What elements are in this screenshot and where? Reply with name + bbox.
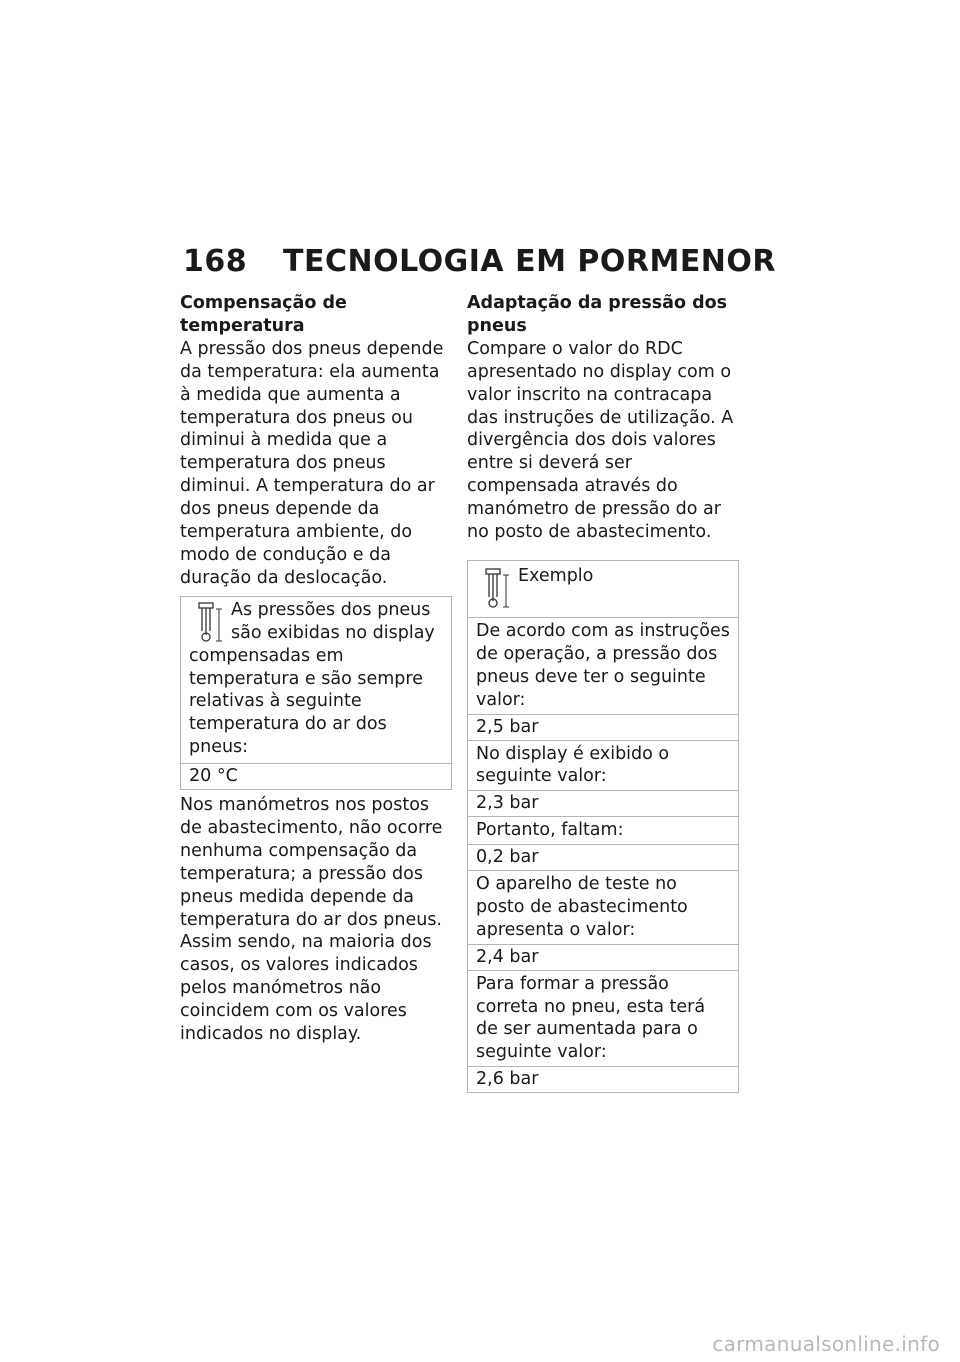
info-box-text: As pressões dos pneus são exibidas no display compensadas em temperatura e são sempre relativas à seguinte temperatura do ar dos pneus: [189,599,435,758]
chapter-title: TECNOLOGIA EM PORMENOR [283,244,777,279]
right-column [467,292,739,1093]
pressure-gauge-icon [195,601,223,643]
watermark: carmanualsonline.info [712,1332,940,1356]
intro-paragraph-right: Compare o valor do RDC apresentado no display com o valor inscrito na contracapa das instruções de utilização. A divergência dos dois valores entre si deverá ser compensada através do manómetro de pressão do ar no posto de abastecimento. [467,338,734,543]
example-row-text: O aparelho de teste no posto de abastecimento apresenta o valor: [468,870,738,944]
example-header [468,561,738,617]
example-row-text: Para formar a pressão correta no pneu, esta terá de ser aumentada para o seguinte valor: [468,970,738,1067]
example-row-text: De acordo com as instruções de operação, a pressão dos pneus deve ter o seguinte valor: [468,617,738,714]
pressure-gauge-icon [482,567,510,609]
intro-paragraph: A pressão dos pneus depende da temperatura: ela aumenta à medida que aumenta a temperatura dos pneus ou diminui à medida que a temperatura dos pneus diminui. A temperatura do ar dos pneus depende da temperatura ambiente, do modo de condução e da duração da deslocação. [180,338,444,588]
info-box-text-cell [181,597,451,763]
page-header [183,244,776,279]
example-row-text: Portanto, faltam: [468,816,738,844]
info-box-value: 20 °C [181,763,451,789]
left-column [180,292,452,1046]
example-row-value: 2,4 bar [468,944,738,970]
example-row-value: 2,5 bar [468,714,738,740]
example-row-text: No display é exibido o seguinte valor: [468,740,738,791]
example-row-value: 0,2 bar [468,844,738,870]
example-row-value: 2,3 bar [468,790,738,816]
section-heading-pressure-adaptation: Adaptação da pressão dos pneus [467,293,728,336]
page-number: 168 [183,244,248,279]
section-heading-temperature-compensation: Compensação de temperatura [180,293,347,336]
body-paragraph: Nos manómetros nos postos de abastecimento, não ocorre nenhuma compensação da temperatura; a pressão dos pneus medida depende da temperatura do ar dos pneus. Assim sendo, na maioria dos casos, os valores indicados pelos manómetros não coincidem com os valores indicados no display. [180,795,443,1045]
example-title: Exemplo [518,565,594,586]
example-box [467,560,739,1093]
example-row-value: 2,6 bar [468,1066,738,1092]
info-box-temperature [180,596,452,790]
